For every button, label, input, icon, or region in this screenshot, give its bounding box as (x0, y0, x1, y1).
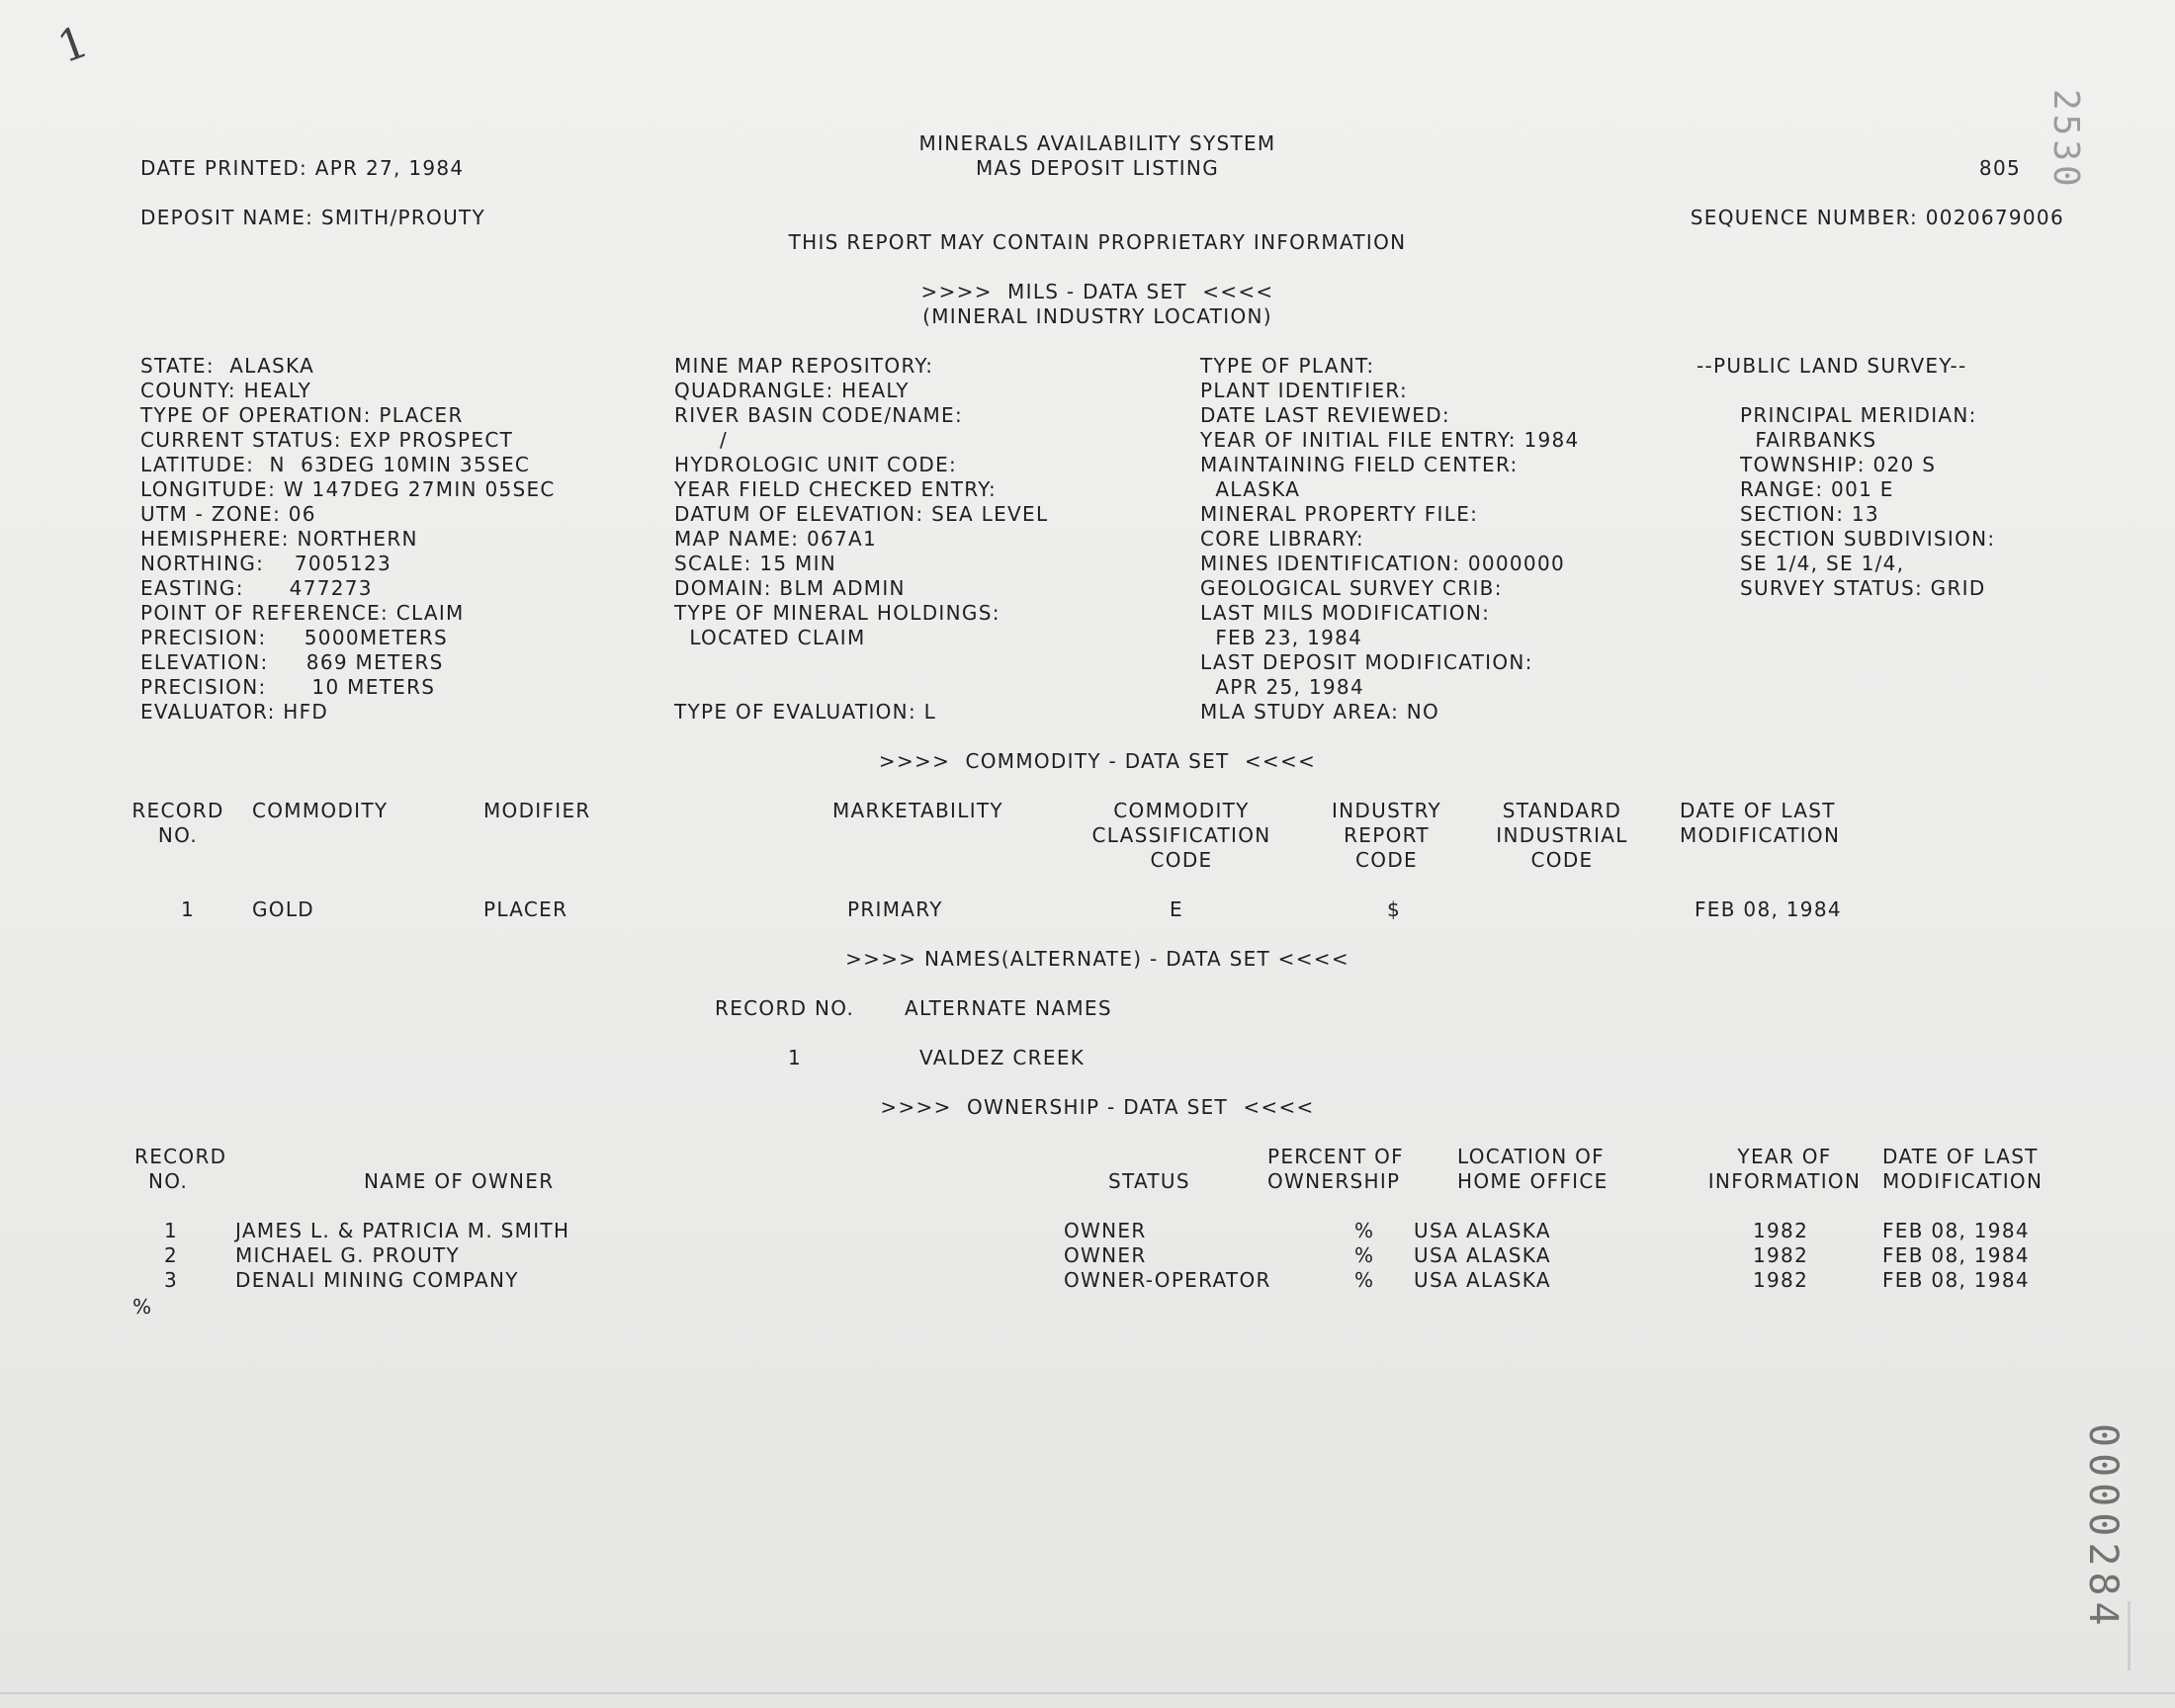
handwritten-mark: 1 (51, 16, 95, 74)
plss-field: SECTION SUBDIVISION: (1740, 527, 1996, 551)
mils-field: PRECISION: 10 METERS (140, 675, 436, 699)
owner-header-record: RECORD (134, 1145, 227, 1168)
plss-field: SECTION: 13 (1740, 502, 1879, 526)
mils-field: CORE LIBRARY: (1200, 527, 1364, 551)
header-marketability: MARKETABILITY (832, 799, 1003, 822)
page-bottom-edge (0, 1692, 2175, 1694)
header-classification-2: CLASSIFICATION (1091, 823, 1271, 847)
commodity-section-title: >>>> COMMODITY - DATA SET <<<< (878, 749, 1317, 773)
mils-field: ALASKA (1200, 477, 1301, 501)
plss-field: PRINCIPAL MERIDIAN: (1740, 403, 1977, 427)
page-number: 805 (1978, 156, 2021, 180)
header-classification-1: COMMODITY (1113, 799, 1250, 822)
commodity-name: GOLD (252, 897, 314, 921)
mils-section-subtitle: (MINERAL INDUSTRY LOCATION) (922, 304, 1272, 328)
header-industry-2: REPORT (1344, 823, 1430, 847)
names-section-title: >>>> NAMES(ALTERNATE) - DATA SET <<<< (845, 947, 1349, 971)
owner-location: USA ALASKA (1414, 1243, 1551, 1267)
mils-field: GEOLOGICAL SURVEY CRIB: (1200, 576, 1503, 600)
owner-date: FEB 08, 1984 (1882, 1219, 2030, 1242)
owner-header-record-no: NO. (148, 1169, 189, 1193)
owner-date: FEB 08, 1984 (1882, 1268, 2030, 1292)
commodity-marketability: PRIMARY (847, 897, 943, 921)
mils-field: APR 25, 1984 (1200, 675, 1364, 699)
owner-header-status: STATUS (1108, 1169, 1190, 1193)
proprietary-notice: THIS REPORT MAY CONTAIN PROPRIETARY INFORMATION (788, 230, 1407, 254)
commodity-modifier: PLACER (483, 897, 568, 921)
owner-header-year-2: INFORMATION (1707, 1169, 1862, 1193)
owner-location: USA ALASKA (1414, 1219, 1551, 1242)
mils-field: DATE LAST REVIEWED: (1200, 403, 1450, 427)
ownership-section-title: >>>> OWNERSHIP - DATA SET <<<< (880, 1095, 1315, 1119)
mils-field: LOCATED CLAIM (674, 626, 866, 649)
owner-name: MICHAEL G. PROUTY (235, 1243, 461, 1267)
mils-field: EVALUATOR: HFD (140, 700, 329, 724)
owner-year: 1982 (1753, 1243, 1809, 1267)
plss-field: RANGE: 001 E (1740, 477, 1894, 501)
plss-field: SURVEY STATUS: GRID (1740, 576, 1986, 600)
faint-stamp-number: 2530 (2045, 89, 2086, 191)
mils-field: SCALE: 15 MIN (674, 552, 837, 575)
commodity-classification: E (1170, 897, 1183, 921)
header-classification-3: CODE (1150, 848, 1213, 872)
header-standard-3: CODE (1530, 848, 1594, 872)
deposit-name: DEPOSIT NAME: SMITH/PROUTY (140, 206, 486, 229)
mils-field: TYPE OF EVALUATION: L (674, 700, 937, 724)
mils-field: QUADRANGLE: HEALY (674, 379, 910, 402)
mils-field: LONGITUDE: W 147DEG 27MIN 05SEC (140, 477, 556, 501)
edge-tick-mark (2128, 1601, 2131, 1670)
owner-status: OWNER (1064, 1219, 1147, 1242)
mils-field: MINE MAP REPOSITORY: (674, 354, 934, 378)
owner-name: DENALI MINING COMPANY (235, 1268, 519, 1292)
mils-field: HYDROLOGIC UNIT CODE: (674, 453, 958, 476)
header-date-2: MODIFICATION (1680, 823, 1841, 847)
commodity-record: 1 (180, 897, 196, 921)
header-standard-2: INDUSTRIAL (1496, 823, 1628, 847)
mils-field: LAST DEPOSIT MODIFICATION: (1200, 650, 1533, 674)
mils-field: POINT OF REFERENCE: CLAIM (140, 601, 465, 625)
mils-field: DOMAIN: BLM ADMIN (674, 576, 906, 600)
mils-field: YEAR OF INITIAL FILE ENTRY: 1984 (1200, 428, 1580, 452)
header-date-1: DATE OF LAST (1680, 799, 1836, 822)
mils-field: TYPE OF PLANT: (1200, 354, 1375, 378)
mils-field: MINERAL PROPERTY FILE: (1200, 502, 1479, 526)
mils-field: EASTING: 477273 (140, 576, 373, 600)
mils-field: MAP NAME: 067A1 (674, 527, 878, 551)
document-stamp-number: 0000284 (2080, 1423, 2126, 1632)
owner-percent: % (1354, 1268, 1375, 1292)
header-industry-1: INDUSTRY (1331, 799, 1442, 822)
header-standard-1: STANDARD (1502, 799, 1622, 822)
header-industry-3: CODE (1355, 848, 1418, 872)
mils-section-title: >>>> MILS - DATA SET <<<< (920, 280, 1274, 303)
header-modifier: MODIFIER (483, 799, 591, 822)
mils-field: PRECISION: 5000METERS (140, 626, 449, 649)
owner-header-percent-2: OWNERSHIP (1267, 1169, 1401, 1193)
mils-field: / (674, 428, 728, 452)
mils-field: RIVER BASIN CODE/NAME: (674, 403, 964, 427)
mils-field: CURRENT STATUS: EXP PROSPECT (140, 428, 514, 452)
mils-field: STATE: ALASKA (140, 354, 315, 378)
names-header-record: RECORD NO. (715, 996, 855, 1020)
mils-field: YEAR FIELD CHECKED ENTRY: (674, 477, 998, 501)
date-printed: DATE PRINTED: APR 27, 1984 (140, 156, 465, 180)
header-record-no: NO. (157, 823, 199, 847)
mils-field: DATUM OF ELEVATION: SEA LEVEL (674, 502, 1049, 526)
mils-field: UTM - ZONE: 06 (140, 502, 316, 526)
owner-header-date-2: MODIFICATION (1882, 1169, 2044, 1193)
mils-field: MAINTAINING FIELD CENTER: (1200, 453, 1519, 476)
mils-field: ELEVATION: 869 METERS (140, 650, 444, 674)
owner-record: 2 (164, 1243, 179, 1267)
owner-record: 3 (164, 1268, 179, 1292)
mils-field: TYPE OF MINERAL HOLDINGS: (674, 601, 1000, 625)
mils-field: MINES IDENTIFICATION: 0000000 (1200, 552, 1565, 575)
mils-field: PLANT IDENTIFIER: (1200, 379, 1409, 402)
owner-header-name: NAME OF OWNER (364, 1169, 555, 1193)
alternate-name: VALDEZ CREEK (919, 1046, 1086, 1069)
header-record: RECORD (131, 799, 224, 822)
mils-field: COUNTY: HEALY (140, 379, 312, 402)
listing-title: MAS DEPOSIT LISTING (975, 156, 1219, 180)
end-of-report-marker: % (132, 1295, 153, 1319)
owner-year: 1982 (1753, 1268, 1809, 1292)
mils-field: FEB 23, 1984 (1200, 626, 1363, 649)
plss-field: FAIRBANKS (1740, 428, 1877, 452)
owner-percent: % (1354, 1243, 1375, 1267)
owner-header-location-1: LOCATION OF (1457, 1145, 1605, 1168)
owner-location: USA ALASKA (1414, 1268, 1551, 1292)
owner-year: 1982 (1753, 1219, 1809, 1242)
owner-date: FEB 08, 1984 (1882, 1243, 2030, 1267)
system-title: MINERALS AVAILABILITY SYSTEM (918, 131, 1276, 155)
owner-percent: % (1354, 1219, 1375, 1242)
mils-field: HEMISPHERE: NORTHERN (140, 527, 418, 551)
owner-name: JAMES L. & PATRICIA M. SMITH (235, 1219, 570, 1242)
owner-header-location-2: HOME OFFICE (1457, 1169, 1609, 1193)
owner-record: 1 (164, 1219, 179, 1242)
mils-field: LATITUDE: N 63DEG 10MIN 35SEC (140, 453, 531, 476)
commodity-industry-code: $ (1386, 897, 1402, 921)
owner-header-date-1: DATE OF LAST (1882, 1145, 2039, 1168)
mils-field: NORTHING: 7005123 (140, 552, 392, 575)
mils-field: LAST MILS MODIFICATION: (1200, 601, 1491, 625)
mils-field: TYPE OF OPERATION: PLACER (140, 403, 464, 427)
mils-field: MLA STUDY AREA: NO (1200, 700, 1440, 724)
owner-status: OWNER-OPERATOR (1064, 1268, 1271, 1292)
alternate-name-record: 1 (788, 1046, 803, 1069)
plss-field: SE 1/4, SE 1/4, (1740, 552, 1905, 575)
owner-header-year-1: YEAR OF (1737, 1145, 1832, 1168)
commodity-date: FEB 08, 1984 (1695, 897, 1842, 921)
plss-title: --PUBLIC LAND SURVEY-- (1696, 354, 1967, 378)
sequence-number: SEQUENCE NUMBER: 0020679006 (1690, 206, 2064, 229)
names-header-alternate: ALTERNATE NAMES (905, 996, 1112, 1020)
header-commodity: COMMODITY (252, 799, 389, 822)
owner-status: OWNER (1064, 1243, 1147, 1267)
owner-header-percent-1: PERCENT OF (1267, 1145, 1404, 1168)
plss-field: TOWNSHIP: 020 S (1740, 453, 1937, 476)
